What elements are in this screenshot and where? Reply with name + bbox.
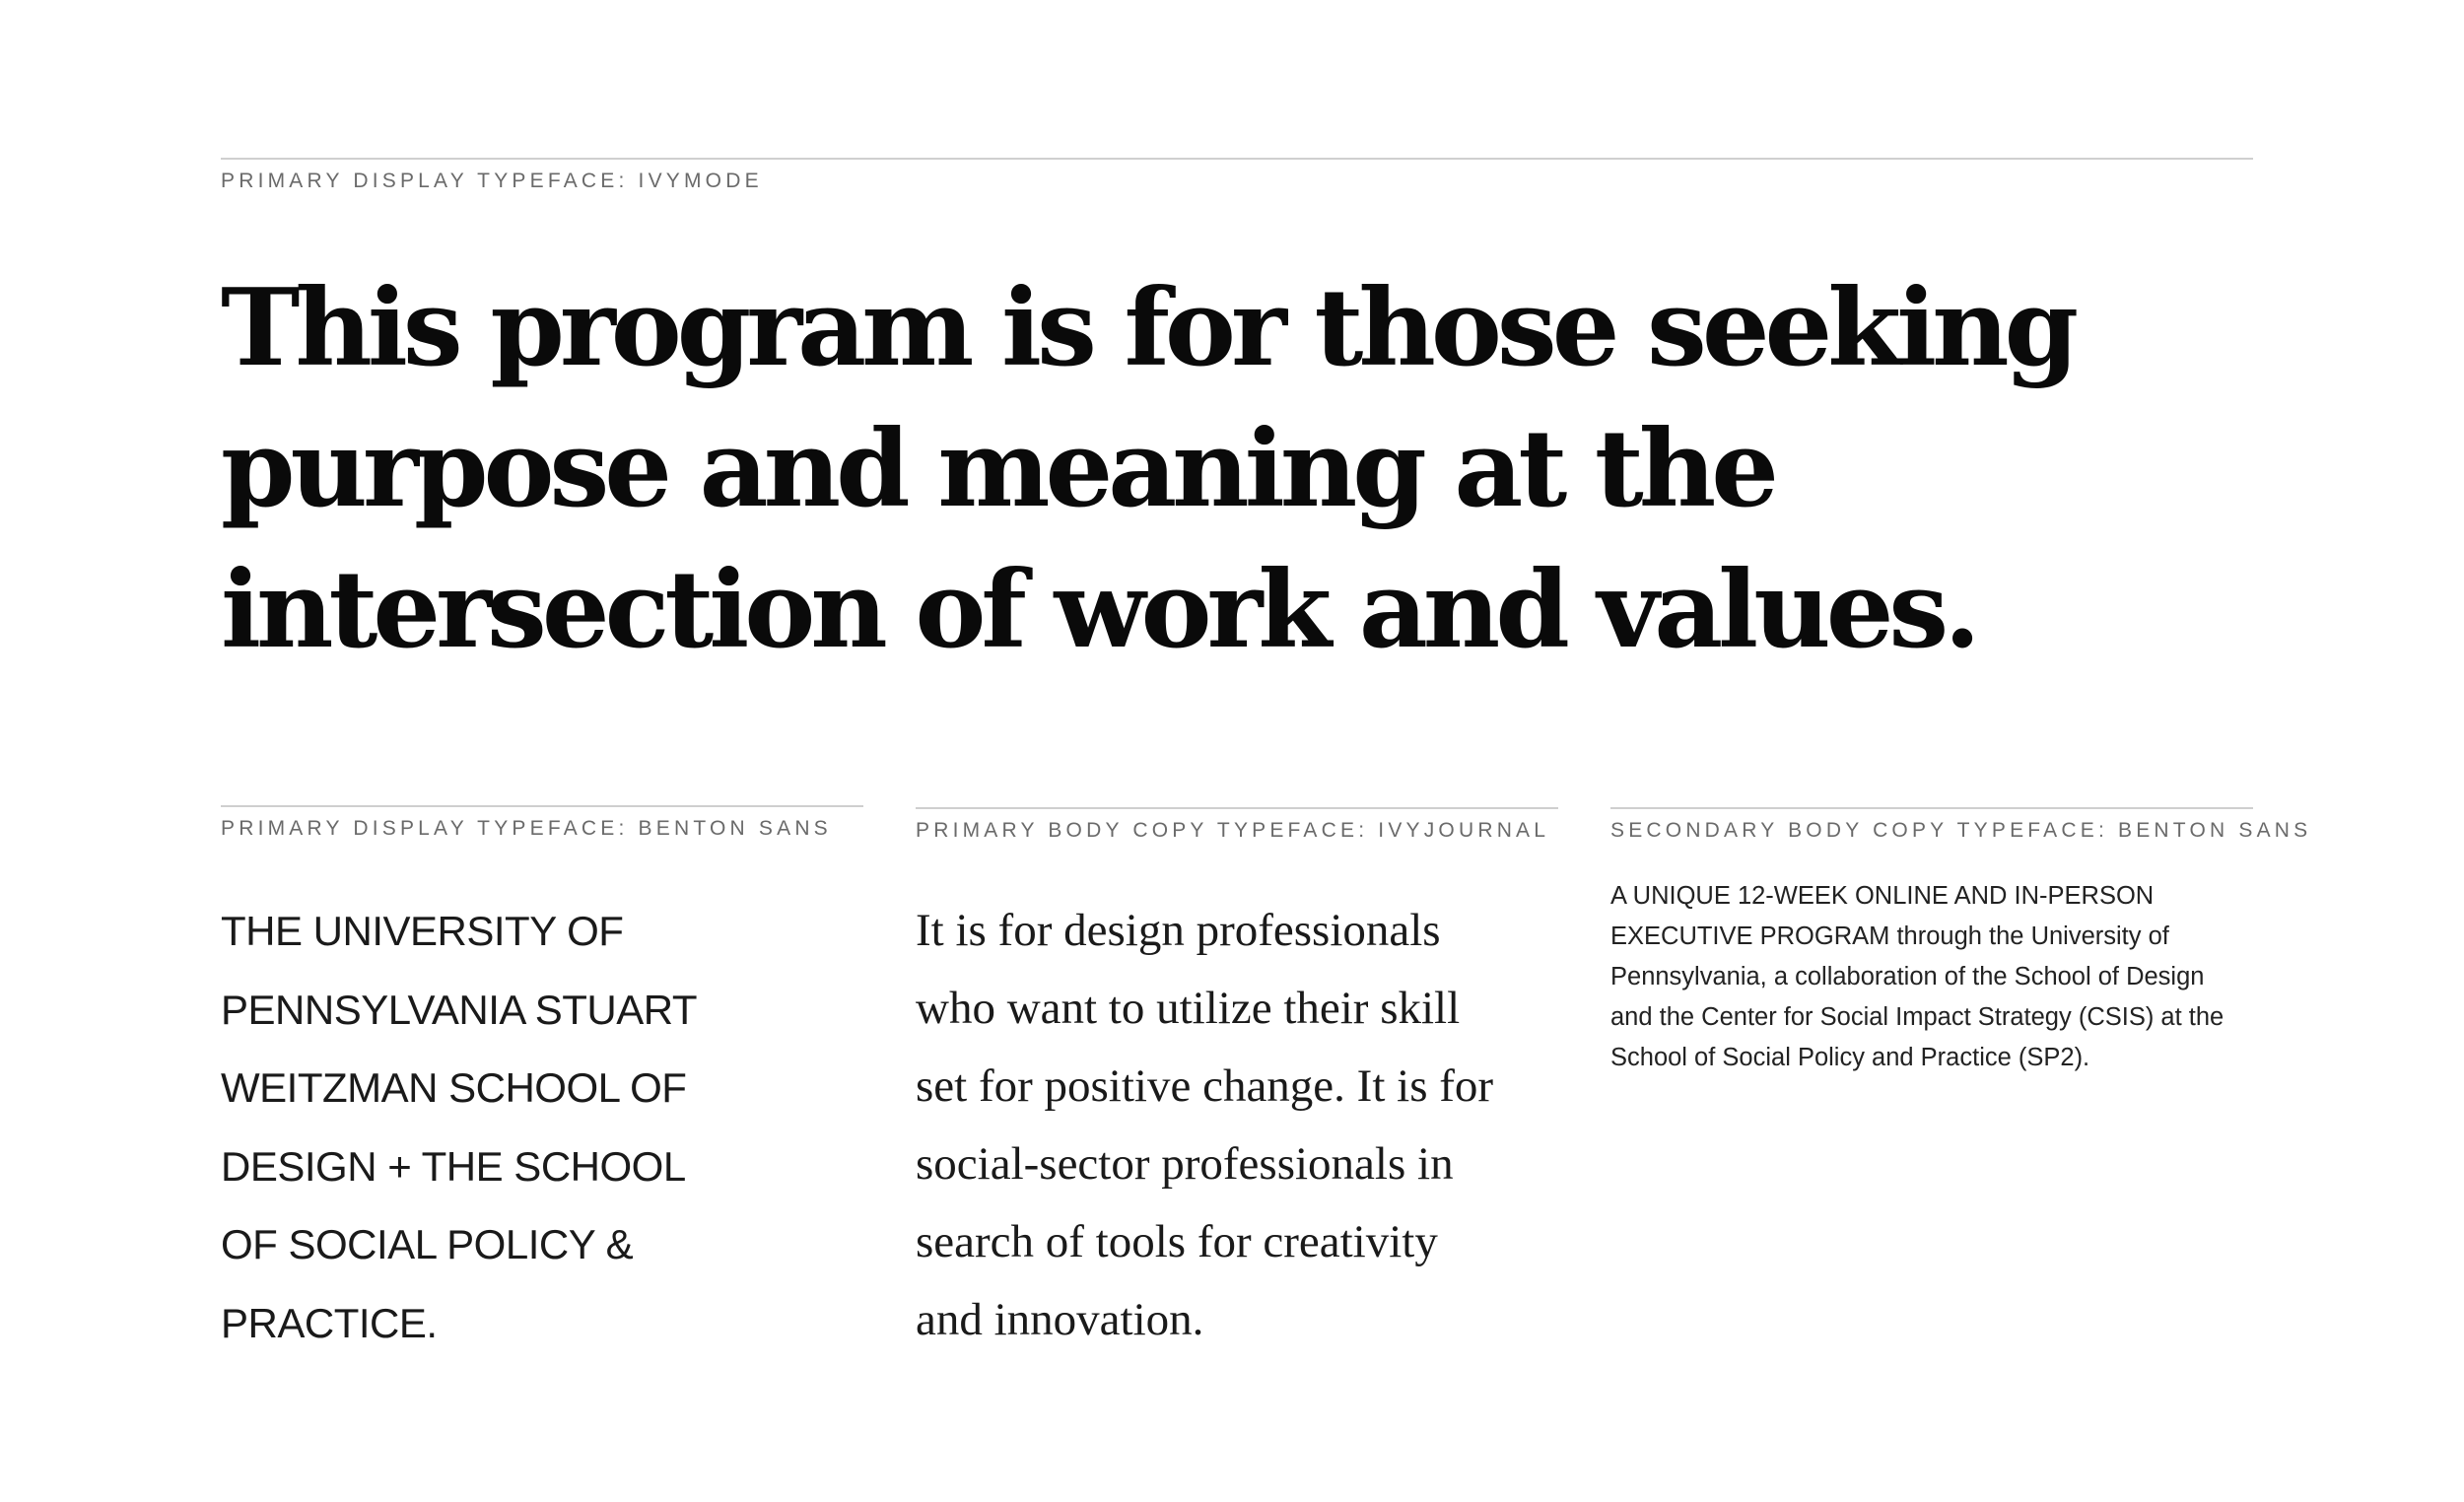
display-headline: [221, 258, 2093, 681]
text-line: social-sector professionals in: [916, 1138, 1454, 1190]
text-line: and innovation.: [916, 1294, 1204, 1345]
typeface-label: PRIMARY DISPLAY TYPEFACE: BENTON SANS: [221, 817, 832, 840]
text-line: and the Center for Social Impact Strategy (CSIS) at the: [1610, 1003, 2224, 1031]
text-line: PENNSYLVANIA STUART: [221, 986, 697, 1033]
text-line: A UNIQUE 12-WEEK ONLINE AND IN-PERSON: [1610, 882, 2155, 910]
text-line: who want to utilize their skill: [916, 983, 1461, 1034]
text-line: THE UNIVERSITY OF: [221, 908, 624, 954]
primary-display-specimen: [221, 158, 2253, 752]
text-line: It is for design professionals: [916, 905, 1441, 956]
text-line: Pennsylvania, a collaboration of the School of Design: [1610, 963, 2205, 990]
typeface-label: PRIMARY DISPLAY TYPEFACE: IVYMODE: [221, 170, 763, 192]
body-sans-specimen: [1610, 807, 2312, 1078]
divider-rule: [221, 805, 863, 807]
divider-rule: [1610, 807, 2253, 809]
text-line: WEITZMAN SCHOOL OF: [221, 1064, 687, 1111]
text-line: set for positive change. It is for: [916, 1060, 1494, 1112]
divider-rule: [916, 807, 1558, 809]
headline-line: purpose and meaning at the: [221, 407, 1774, 531]
display-sans-text: [221, 892, 863, 1362]
text-line: search of tools for creativity: [916, 1216, 1438, 1267]
headline-line: intersection of work and values.: [221, 548, 1976, 672]
text-line: OF SOCIAL POLICY &: [221, 1221, 634, 1267]
divider-rule: [221, 158, 2253, 160]
text-line: EXECUTIVE PROGRAM through the University of: [1610, 922, 2169, 950]
typeface-label: PRIMARY BODY COPY TYPEFACE: IVYJOURNAL: [916, 819, 1550, 842]
text-line: DESIGN + THE SCHOOL: [221, 1142, 686, 1190]
display-sans-specimen: [221, 805, 863, 1362]
text-line: PRACTICE.: [221, 1299, 438, 1346]
body-serif-text: [916, 892, 1558, 1359]
typeface-label: SECONDARY BODY COPY TYPEFACE: BENTON SANS: [1610, 819, 2312, 842]
text-line: School of Social Policy and Practice (SP2).: [1610, 1044, 2090, 1071]
body-sans-text: [1610, 876, 2253, 1078]
body-serif-specimen: [916, 807, 1558, 1359]
headline-line: This program is for those seeking: [221, 266, 2075, 390]
